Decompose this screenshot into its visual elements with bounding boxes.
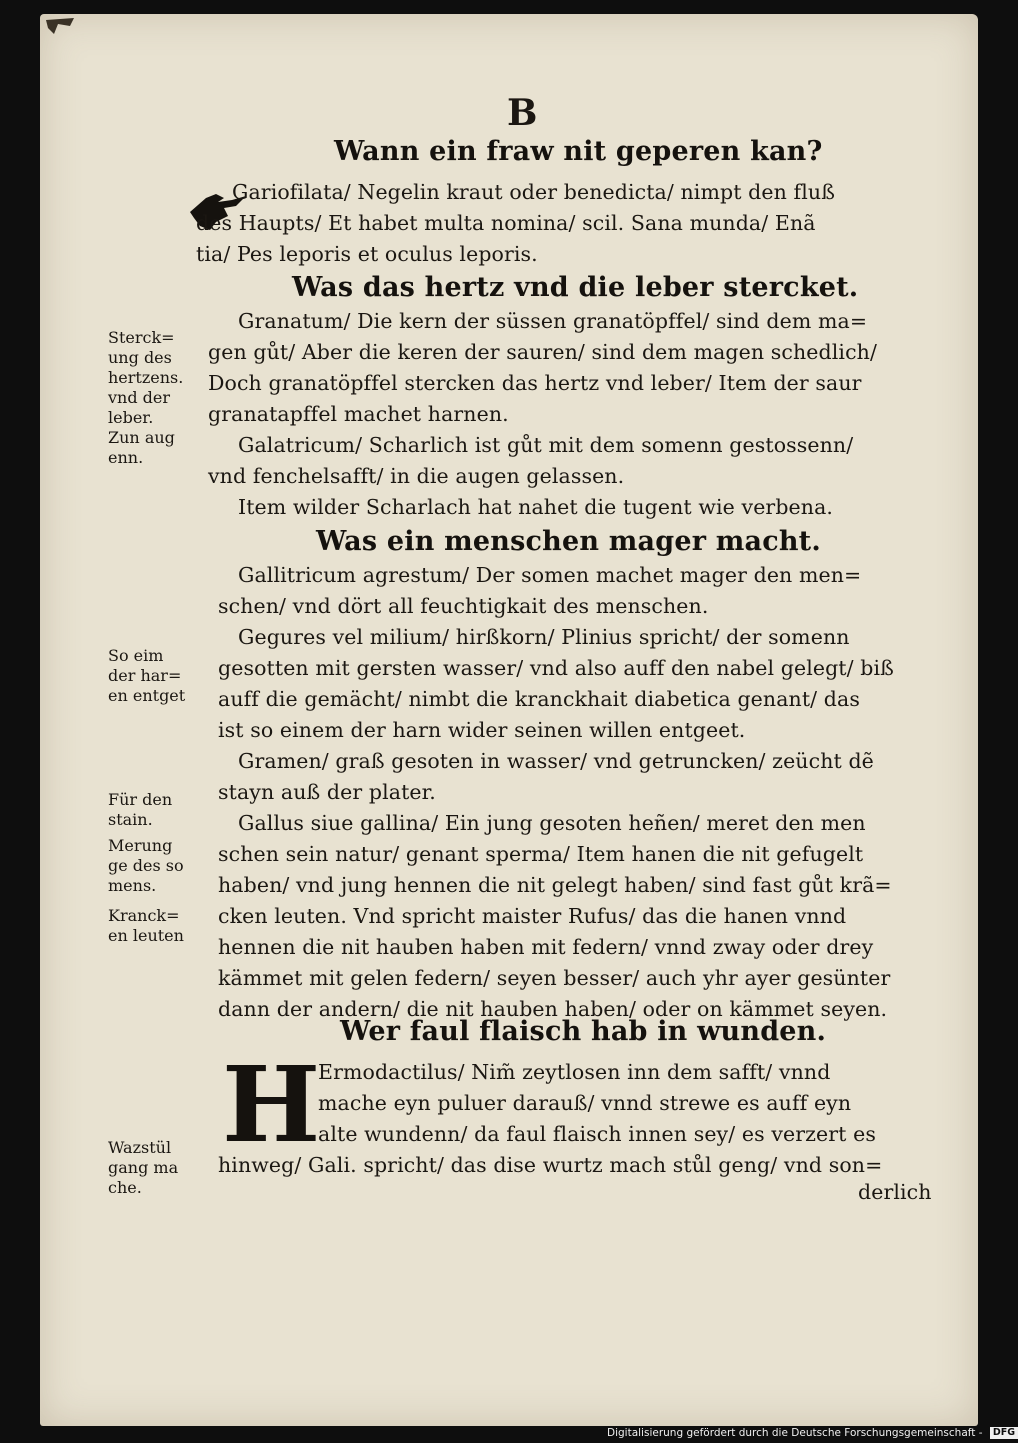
text-line: cken leuten. Vnd spricht maister Rufus/ das die hanen vnnd — [218, 904, 847, 928]
text-line: Gariofilata/ Negelin kraut oder benedicta/ nimpt den fluß — [232, 180, 835, 204]
text-line: mache eyn puluer darauß/ vnnd strewe es auff eyn — [318, 1091, 852, 1115]
text-line: gesotten mit gersten wasser/ vnd also auff den nabel gelegt/ biß — [218, 656, 894, 680]
marginal-note: Merung ge des so mens. — [108, 836, 184, 895]
marginal-note: Wazstül gang ma che. — [108, 1138, 179, 1197]
text-line: Gallitricum agrestum/ Der somen machet mager den men= — [238, 563, 862, 587]
marginal-note: Für den stain. — [108, 790, 173, 829]
text-line: Ermodactilus/ Nim̃ zeytlosen inn dem safft/ vnnd — [318, 1060, 831, 1084]
text-line: schen/ vnd dört all feuchtigkait des menschen. — [218, 594, 709, 618]
marginal-note: So eim der har= en entget — [108, 646, 186, 705]
text-line: Gegures vel milium/ hirßkorn/ Plinius spricht/ der somenn — [238, 625, 850, 649]
text-line: schen sein natur/ genant sperma/ Item hanen die nit gefugelt — [218, 842, 864, 866]
text-line: Gramen/ graß gesoten in wasser/ vnd getruncken/ zeücht dẽ — [238, 749, 874, 773]
text-line: hennen die nit hauben haben mit federn/ vnnd zway oder drey — [218, 935, 874, 959]
signature-mark: B — [507, 92, 538, 134]
text-line: stayn auß der plater. — [218, 780, 436, 804]
text-line: gen gůt/ Aber die keren der sauren/ sind dem magen schedlich/ — [208, 340, 877, 364]
marginal-note: Kranck= en leuten — [108, 906, 184, 945]
text-line: tia/ Pes leporis et oculus leporis. — [196, 242, 538, 266]
text-line: Gallus siue gallina/ Ein jung gesoten heñen/ meret den men — [238, 811, 866, 835]
decorated-initial: H — [222, 1043, 321, 1166]
text-line: ist so einem der harn wider seinen willen entgeet. — [218, 718, 746, 742]
text-line: alte wundenn/ da faul flaisch innen sey/ es verzert es — [318, 1122, 876, 1146]
text-line: haben/ vnd jung hennen die nit gelegt haben/ sind fast gůt krã= — [218, 873, 892, 897]
text-line: Item wilder Scharlach hat nahet die tugent wie verbena. — [238, 495, 834, 519]
digitization-credit — [607, 1425, 1016, 1441]
page-corner-mark — [44, 16, 76, 38]
text-line: Doch granatöpffel stercken das hertz vnd leber/ Item der saur — [208, 371, 862, 395]
text-line: dann der andern/ die nit hauben haben/ oder on kämmet seyen. — [218, 997, 888, 1021]
text-line: Granatum/ Die kern der süssen granatöpffel/ sind dem ma= — [238, 309, 868, 333]
section-heading: Was ein menschen mager macht. — [316, 526, 821, 557]
text-line: kämmet mit gelen federn/ seyen besser/ auch yhr ayer gesünter — [218, 966, 891, 990]
text-line: granatapffel machet harnen. — [208, 402, 509, 426]
section-heading: Wer faul flaisch hab in wunden. — [340, 1016, 827, 1047]
text-line: auff die gemächt/ nimbt die kranckhait diabetica genant/ das — [218, 687, 860, 711]
credit-text: Digitalisierung gefördert durch die Deutsche Forschungsgemeinschaft - — [607, 1427, 983, 1439]
marginal-note: Sterck= ung des hertzens. vnd der leber. Zun aug enn. — [108, 328, 184, 467]
catchword: derlich — [858, 1180, 932, 1204]
text-line: des Haupts/ Et habet multa nomina/ scil. Sana munda/ Enã — [196, 211, 816, 235]
section-heading: Wann ein fraw nit geperen kan? — [334, 136, 823, 167]
text-line: vnd fenchelsafft/ in die augen gelassen. — [208, 464, 625, 488]
dfg-logo-icon: DFG — [990, 1427, 1018, 1439]
section-heading: Was das hertz vnd die leber stercket. — [292, 272, 859, 303]
text-line: Galatricum/ Scharlich ist gůt mit dem somenn gestossenn/ — [238, 433, 854, 457]
text-line: hinweg/ Gali. spricht/ das dise wurtz mach stůl geng/ vnd son= — [218, 1153, 883, 1177]
